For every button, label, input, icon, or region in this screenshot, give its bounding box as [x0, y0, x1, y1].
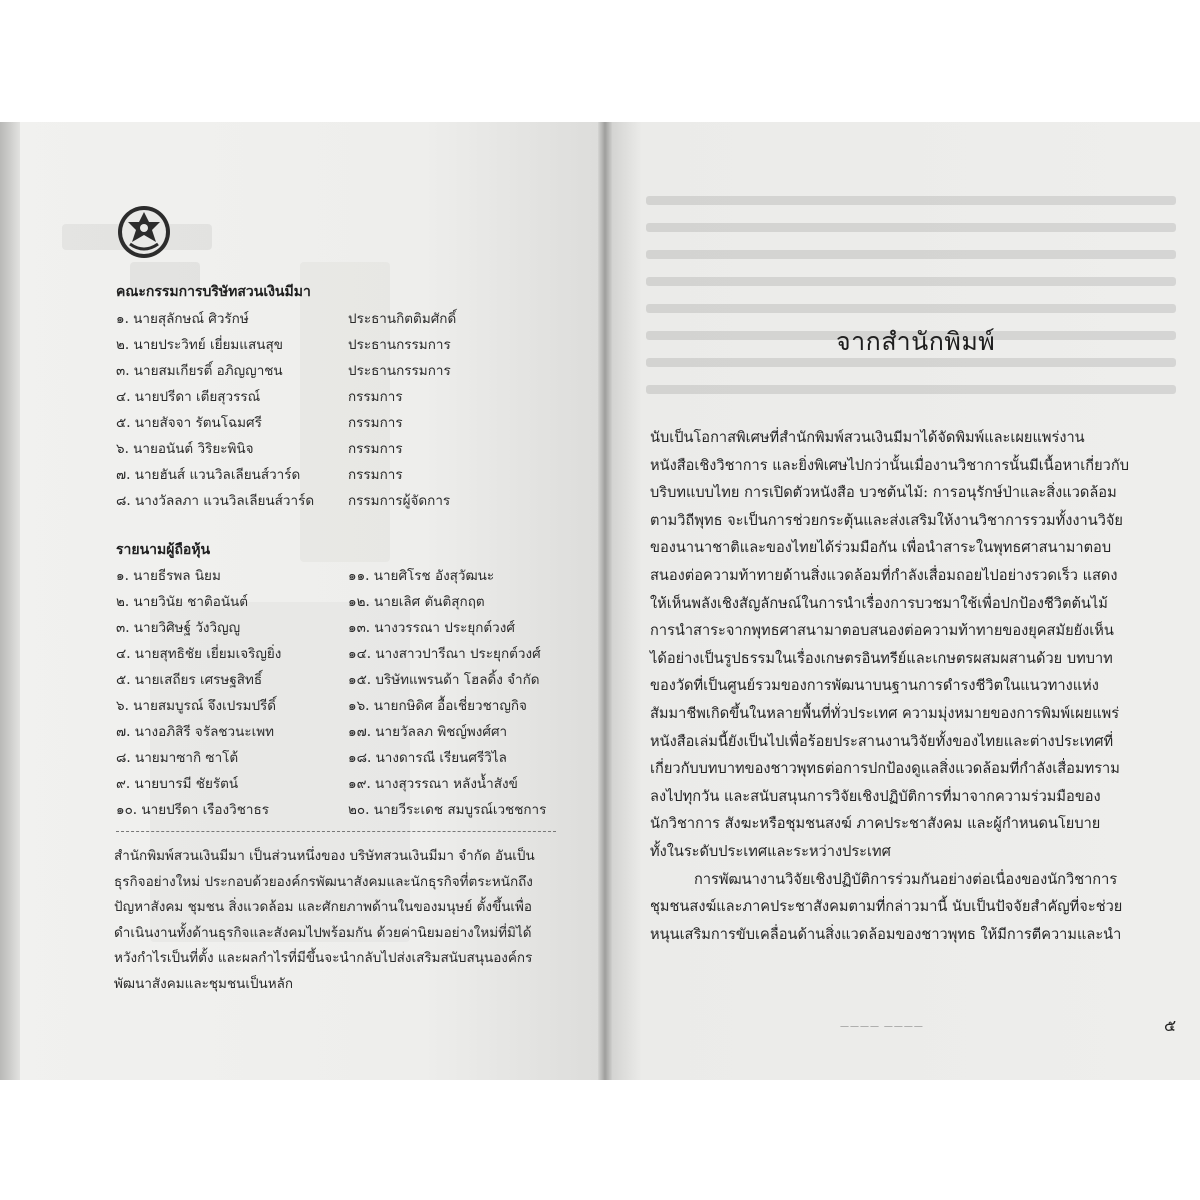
shareholder-entry: ๑๒. นายเลิศ ตันติสุกฤต	[348, 594, 485, 610]
board-member-name: ๕. นายสัจจา รัตนโฉมศรี	[116, 415, 262, 431]
right-page-body	[650, 424, 1146, 948]
show-through-line	[646, 277, 1176, 286]
board-member-role: กรรมการผู้จัดการ	[348, 493, 451, 509]
about-publisher-paragraph	[114, 844, 560, 997]
shareholders-heading: รายนามผู้ถือหุ้น	[116, 542, 211, 558]
paragraph-line: ดำเนินงานทั้งด้านธุรกิจและสังคมไปพร้อมกัน ด้วยค่านิยมอย่างใหม่ที่มิได้	[114, 924, 532, 941]
show-through-line	[646, 223, 1176, 232]
show-through-line	[646, 304, 1176, 313]
shareholder-entry: ๑๐. นายปรีดา เรืองวิชาธร	[116, 802, 269, 818]
show-through-line	[646, 385, 1176, 394]
paragraph-line: หวังกำไรเป็นที่ตั้ง และผลกำไรที่มีขึ้นจะนำกลับไปส่งเสริมสนับสนุนองค์กร	[114, 950, 533, 966]
shareholder-entry: ๑๙. นางสุวรรณา หลังน้ำสังข์	[348, 776, 518, 792]
board-member-role: ประธานกรรมการ	[348, 363, 451, 379]
shareholder-entry: ๑๗. นายวัลลภ พิชญ์พงศ์ศา	[348, 724, 508, 740]
paragraph-line: การพัฒนางานวิจัยเชิงปฏิบัติการร่วมกันอย่างต่อเนื่องของนักวิชาการ	[694, 870, 1118, 888]
paragraph-line: ให้เห็นพลังเชิงสัญลักษณ์ในการนำเรื่องการบวชมาใช้เพื่อปกป้องชีวิตต้นไม้	[650, 594, 1108, 612]
paragraph-line: บริบทแบบไทย การเปิดตัวหนังสือ บวชต้นไม้: การอนุรักษ์ป่าและสิ่งแวดล้อม	[650, 484, 1117, 502]
paragraph-line: สนองต่อความท้าทายด้านสิ่งแวดล้อมที่กำลังเสื่อมถอยไปอย่างรวดเร็ว แสดง	[650, 566, 1118, 584]
shareholder-entry: ๙. นายบารมี ชัยรัตน์	[116, 776, 239, 792]
board-member-role: กรรมการ	[348, 467, 403, 483]
right-page-title: จากสำนักพิมพ์	[836, 327, 996, 356]
page-number: ๕	[1164, 1016, 1177, 1035]
shareholder-entry: ๑๓. นางวรรณา ประยุกต์วงศ์	[348, 620, 515, 636]
paragraph-line: หนังสือเชิงวิชาการ และยิ่งพิเศษไปกว่านั้นเมื่องานวิชาการนั้นมีเนื้อหาเกี่ยวกับ	[650, 456, 1129, 474]
paragraph-line: นักวิชาการ สังฆะหรือชุมชนสงฆ์ ภาคประชาสังคม และผู้กำหนดนโยบาย	[650, 815, 1101, 833]
board-member-name: ๗. นายฮันส์ แวนวิลเลียนส์วาร์ด	[116, 467, 301, 483]
shareholder-entry: ๖. นายสมบูรณ์ จึงเปรมปรีดิ์	[116, 698, 277, 714]
paragraph-line: ของนานาชาติและของไทยได้ร่วมมือกัน เพื่อนำสาระในพุทธศาสนามาตอบ	[650, 539, 1112, 557]
show-through-line	[646, 250, 1176, 259]
board-member-role: กรรมการ	[348, 389, 403, 405]
paragraph-line: หนุนเสริมการขับเคลื่อนด้านสิ่งแวดล้อมของชาวพุทธ ให้มีการตีความและนำ	[650, 925, 1122, 943]
shareholder-entry: ๕. นายเสถียร เศรษฐสิทธิ์	[116, 672, 263, 688]
shareholder-entry: ๘. นายมาซากิ ซาโต้	[116, 750, 239, 766]
board-heading: คณะกรรมการบริษัทสวนเงินมีมา	[116, 284, 311, 300]
board-member-role: ประธานกรรมการ	[348, 337, 451, 353]
board-member-name: ๘. นางวัลลภา แวนวิลเลียนส์วาร์ด	[116, 493, 315, 509]
board-member-name: ๓. นายสมเกียรติ์ อภิญญาชน	[116, 363, 283, 379]
paragraph-line: ธุรกิจอย่างใหม่ ประกอบด้วยองค์กรพัฒนาสังคมและนักธุรกิจที่ตระหนักถึง	[114, 873, 533, 890]
shareholder-entry: ๑. นายธีรพล นิยม	[116, 568, 221, 584]
board-member-role: กรรมการ	[348, 441, 403, 457]
paragraph-line: พัฒนาสังคมและชุมชนเป็นหลัก	[114, 975, 294, 992]
paragraph-line: การนำสาระจากพุทธศาสนามาตอบสนองต่อความท้าทายของยุคสมัยยังเห็น	[650, 622, 1114, 640]
shareholder-entry: ๒๐. นายวีระเดช สมบูรณ์เวชชการ	[348, 802, 547, 818]
paragraph-line: สำนักพิมพ์สวนเงินมีมา เป็นส่วนหนึ่งของ บริษัทสวนเงินมีมา จำกัด อันเป็น	[114, 848, 535, 864]
shareholder-entry: ๑๘. นางดารณี เรียนศรีวิไล	[348, 750, 507, 766]
shareholder-entry: ๒. นายวินัย ชาติอนันต์	[116, 594, 249, 610]
shareholder-entry: ๑๔. นางสาวปารีณา ประยุกต์วงศ์	[348, 646, 541, 662]
shareholder-entry: ๑๖. นายกษิดิศ อื้อเชี่ยวชาญกิจ	[348, 698, 527, 714]
book-gutter	[598, 122, 612, 1080]
paragraph-line: ลงไปทุกวัน และสนับสนุนการวิจัยเชิงปฏิบัติการที่มาจากความร่วมมือของ	[650, 787, 1101, 805]
shareholder-entry: ๑๑. นายศิโรช อังสุวัฒนะ	[348, 568, 495, 584]
running-footer-ornament: ———— ————	[840, 1022, 924, 1032]
paragraph-line: ได้อย่างเป็นรูปธรรมในเรื่องเกษตรอินทรีย์และเกษตรผสมผสานด้วย บทบาท	[650, 649, 1113, 667]
board-member-name: ๒. นายประวิทย์ เยี่ยมแสนสุข	[116, 337, 283, 353]
board-member-name: ๑. นายสุลักษณ์ ศิวรักษ์	[116, 311, 249, 327]
board-member-role: กรรมการ	[348, 415, 403, 431]
shareholder-entry: ๑๕. บริษัทแพรนด้า โฮลดิ้ง จำกัด	[348, 672, 540, 688]
paragraph-line: ของวัดที่เป็นศูนย์รวมของการพัฒนาบนฐานการดำรงชีวิตในแนวทางแห่ง	[650, 677, 1099, 695]
paragraph-line: เกี่ยวกับบทบาทของชาวพุทธต่อการปกป้องดูแลสิ่งแวดล้อมที่กำลังเสื่อมทราม	[650, 760, 1120, 778]
paragraph-line: ชุมชนสงฆ์และภาคประชาสังคมตามที่กล่าวมานี้ นับเป็นปัจจัยสำคัญที่จะช่วย	[650, 898, 1123, 916]
board-member-name: ๔. นายปรีดา เตียสุวรรณ์	[116, 389, 261, 405]
publisher-seal-icon	[116, 204, 172, 260]
shareholder-entry: ๗. นางอภิสิรี จรัลชวนะเพท	[116, 724, 274, 740]
board-member-role: ประธานกิตติมศักดิ์	[348, 311, 457, 327]
shareholder-entry: ๔. นายสุทธิชัย เยี่ยมเจริญยิ่ง	[116, 646, 282, 662]
paragraph-line: หนังสือเล่มนี้ยังเป็นไปเพื่อร้อยประสานงานวิจัยทั้งของไทยและต่างประเทศที่	[650, 732, 1114, 750]
paragraph-line: สัมมาชีพเกิดขึ้นในหลายพื้นที่ทั่วประเทศ ความมุ่งหมายของการพิมพ์เผยแพร่	[650, 704, 1120, 722]
show-through-line	[646, 196, 1176, 205]
shareholder-entry: ๓. นายวิศิษฐ์ วังวิญญู	[116, 620, 241, 636]
paragraph-line: ทั้งในระดับประเทศและระหว่างประเทศ	[650, 842, 891, 860]
paragraph-line: นับเป็นโอกาสพิเศษที่สำนักพิมพ์สวนเงินมีมาได้จัดพิมพ์และเผยแพร่งาน	[650, 429, 1085, 446]
paragraph-line: ตามวิถีพุทธ จะเป็นการช่วยกระตุ้นและส่งเสริมให้งานวิชาการรวมทั้งงานวิจัย	[650, 511, 1123, 529]
dashed-divider	[116, 831, 556, 832]
board-member-name: ๖. นายอนันต์ วิริยะพินิจ	[116, 441, 254, 457]
paragraph-line: ปัญหาสังคม ชุมชน สิ่งแวดล้อม และศักยภาพด้านในของมนุษย์ ตั้งขึ้นเพื่อ	[114, 899, 533, 915]
